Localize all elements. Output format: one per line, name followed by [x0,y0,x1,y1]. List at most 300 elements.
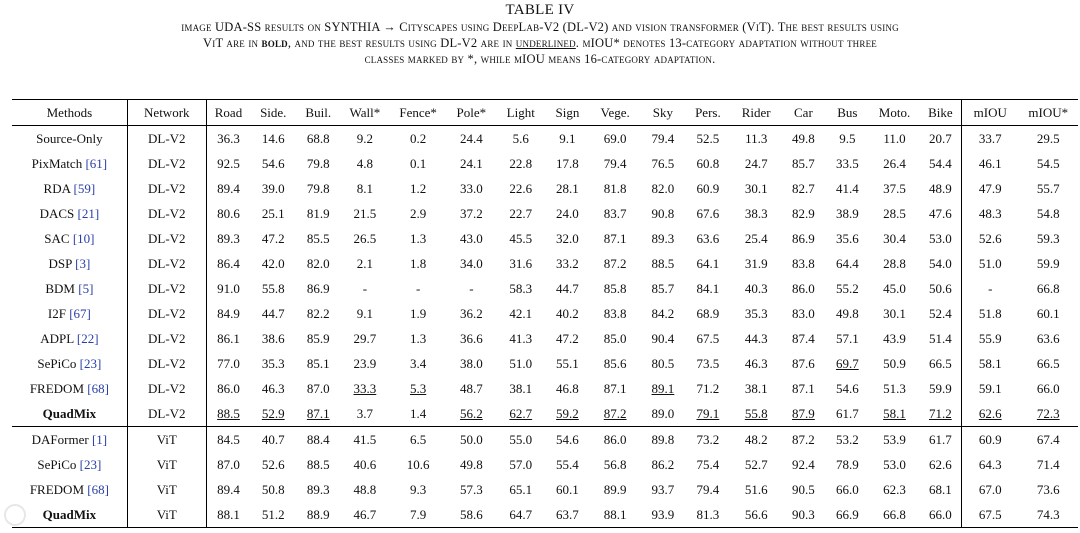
network-cell: ViT [127,452,206,477]
value-cell: 8.1 [356,181,374,196]
value-cell: 88.4 [306,432,330,447]
value-cell: 62.6 [978,406,1002,421]
value-cell: 61.7 [835,406,859,421]
method-cell [12,401,127,427]
table-row [12,477,1078,502]
value-cell: 28.8 [883,256,906,271]
value-cell: 64.3 [978,457,1002,472]
value-cell: 62.7 [509,406,533,421]
table-body [12,126,1078,528]
value-cell: 69.0 [603,131,627,146]
value-cell: 55.1 [556,356,579,371]
method-cell [12,326,127,351]
citation-link[interactable]: [68] [87,482,109,497]
value-cell: 83.8 [792,256,815,271]
value-cell: 46.3 [261,381,285,396]
value-cell: 51.8 [978,306,1002,321]
value-cell: 24.7 [744,156,768,171]
value-cell: 57.0 [509,457,533,472]
value-cell: 17.8 [556,156,579,171]
value-cell: 75.4 [696,457,720,472]
value-cell: 93.7 [651,482,675,497]
value-cell: 60.1 [556,482,579,497]
value-cell: 68.8 [306,131,330,146]
value-cell: 44.7 [261,306,285,321]
value-cell: 67.6 [696,206,720,221]
value-cell: 90.3 [792,507,815,522]
value-cell: 36.2 [459,306,483,321]
value-cell: 64.1 [696,256,720,271]
value-cell: 87.2 [603,406,627,421]
value-cell: 59.1 [978,381,1002,396]
value-cell: 46.3 [744,356,768,371]
value-cell: 1.3 [410,331,427,346]
value-cell: 52.6 [978,231,1002,246]
value-cell: 86.0 [792,281,815,296]
value-cell: 9.1 [559,131,576,146]
citation-link[interactable]: [67] [69,306,91,321]
results-table [12,99,1078,528]
value-cell: 59.9 [920,376,962,401]
method-cell [12,376,127,401]
citation-link[interactable]: [5] [78,281,94,296]
column-header: Side. [260,105,287,120]
value-cell: 50.0 [459,432,483,447]
value-cell: 88.5 [306,457,330,472]
value-cell: 54.5 [1036,156,1060,171]
value-cell: 31.6 [509,256,533,271]
value-cell: 69.7 [835,356,859,371]
value-cell: 1.9 [410,306,427,321]
value-cell: 89.1 [651,381,675,396]
value-cell: 67.4 [1036,432,1060,447]
value-cell: 90.4 [651,331,675,346]
value-cell: 51.0 [509,356,533,371]
value-cell: 81.8 [603,181,627,196]
value-cell: 39.0 [261,181,285,196]
value-cell: 71.4 [1036,457,1060,472]
value-cell: 3.7 [356,406,374,421]
value-cell: 84.2 [651,306,675,321]
method-cell [12,301,127,326]
value-cell: 35.6 [835,231,859,246]
value-cell: 22.6 [509,181,533,196]
value-cell: 3.4 [410,356,427,371]
caption-line-3: classes marked by *, while mIOU means 16-category adaptation. [364,52,716,66]
value-cell: 11.3 [745,131,768,146]
value-cell: 45.5 [509,231,533,246]
value-cell: 84.1 [696,281,720,296]
value-cell: - [469,281,474,296]
value-cell: 6.5 [410,432,427,447]
citation-link[interactable]: [61] [85,156,108,171]
value-cell: 54.4 [920,151,962,176]
value-cell: 35.3 [261,356,285,371]
value-cell: - [415,281,421,296]
method-name: SePiCo [37,457,77,472]
value-cell: 7.9 [410,507,427,522]
citation-link[interactable]: [68] [87,381,109,396]
value-cell: 79.8 [306,181,330,196]
value-cell: 62.6 [920,452,962,477]
value-cell: 54.6 [261,156,285,171]
value-cell: 86.9 [306,281,330,296]
value-cell: 43.0 [459,231,483,246]
table-row [12,126,1078,152]
network-cell: DL-V2 [127,176,206,201]
value-cell: 0.2 [410,131,427,146]
table-title: TABLE IV [505,2,575,18]
value-cell: 38.0 [459,356,483,371]
column-header: Vege. [600,105,630,120]
value-cell: 57.3 [459,482,483,497]
network-cell: DL-V2 [127,226,206,251]
column-header: Wall* [349,105,381,120]
table-row [12,276,1078,301]
value-cell: 55.9 [978,331,1002,346]
value-cell: 74.3 [1036,507,1060,522]
value-cell: 50.8 [261,482,285,497]
value-cell: 37.2 [459,206,483,221]
column-header: Buil. [305,105,332,120]
value-cell: 20.7 [920,126,962,152]
citation-link[interactable]: [10] [72,231,95,246]
value-cell: 55.2 [835,281,859,296]
value-cell: 9.5 [839,131,856,146]
value-cell: 85.6 [603,356,627,371]
value-cell: 60.1 [1036,306,1060,321]
citation-link[interactable]: [21] [77,206,100,221]
column-header: mIOU* [1028,105,1069,120]
value-cell: 33.5 [835,156,859,171]
value-cell: 23.9 [353,356,377,371]
value-cell: 22.7 [509,206,533,221]
citation-link[interactable]: [23] [79,356,102,371]
value-cell: 89.8 [651,432,675,447]
caption-line-1-text: image UDA-SS results on SYNTHIA → Cityscapes using DeepLab-V2 (DL-V2) and vision transformer (ViT). The best results using [181,20,899,34]
network-cell: ViT [127,427,206,453]
value-cell: 22.8 [509,156,533,171]
value-cell: 83.0 [792,306,815,321]
value-cell: 66.5 [920,351,962,376]
value-cell: 56.2 [459,406,483,421]
value-cell: 88.1 [603,507,627,522]
method-name: PixMatch [31,156,83,171]
value-cell: 29.5 [1036,131,1060,146]
value-cell: 81.9 [306,206,330,221]
value-cell: 56.8 [603,457,627,472]
value-cell: 91.0 [217,281,240,296]
value-cell: 1.3 [410,231,427,246]
value-cell: 87.0 [306,381,330,396]
value-cell: 79.1 [696,406,720,421]
value-cell: 66.5 [1036,356,1060,371]
citation-link[interactable]: [22] [76,331,99,346]
table-row [12,301,1078,326]
value-cell: 87.6 [792,356,815,371]
citation-link[interactable]: [23] [79,457,102,472]
column-header: Light [506,105,535,120]
method-cell [12,351,127,376]
value-cell: 89.4 [217,482,240,497]
value-cell: 38.1 [744,381,768,396]
value-cell: 53.0 [920,226,962,251]
value-cell: 83.8 [603,306,627,321]
value-cell: 1.2 [410,181,427,196]
value-cell: 63.7 [556,507,579,522]
value-cell: 87.1 [792,381,815,396]
value-cell: 66.0 [920,502,962,528]
column-header: mIOU [973,105,1007,120]
value-cell: 10.6 [406,457,430,472]
value-cell: 67.5 [978,507,1002,522]
column-header: Methods [12,100,127,126]
value-cell: 40.3 [744,281,768,296]
value-cell: 24.1 [459,156,483,171]
value-cell: 83.7 [603,206,627,221]
value-cell: 89.9 [603,482,627,497]
method-name: DSP [48,256,72,271]
value-cell: 55.8 [261,281,285,296]
column-header: Bus [837,105,858,120]
value-cell: 40.6 [353,457,377,472]
value-cell: 60.9 [978,432,1002,447]
value-cell: 55.0 [509,432,533,447]
value-cell: 9.3 [410,482,427,497]
value-cell: 85.8 [603,281,627,296]
value-cell: 86.0 [603,432,627,447]
value-cell: 25.1 [261,206,285,221]
value-cell: 85.0 [603,331,627,346]
value-cell: 49.8 [835,306,859,321]
value-cell: 78.9 [835,457,859,472]
value-cell: 68.9 [696,306,720,321]
value-cell: 52.4 [920,301,962,326]
value-cell: 60.9 [696,181,720,196]
value-cell: 85.9 [306,331,330,346]
table-row [12,351,1078,376]
value-cell: 71.2 [696,381,720,396]
value-cell: 30.1 [883,306,906,321]
value-cell: 40.2 [556,306,579,321]
value-cell: 60.8 [696,156,720,171]
value-cell: 55.4 [556,457,579,472]
value-cell: 62.3 [883,482,906,497]
value-cell: 54.8 [1036,206,1060,221]
network-cell: DL-V2 [127,126,206,152]
value-cell: 49.8 [459,457,483,472]
value-cell: 24.0 [556,206,579,221]
value-cell: 26.5 [353,231,377,246]
network-cell: DL-V2 [127,151,206,176]
value-cell: 42.0 [261,256,285,271]
value-cell: 85.7 [792,156,815,171]
value-cell: 76.5 [651,156,675,171]
value-cell: 66.9 [835,507,859,522]
value-cell: 2.1 [356,256,374,271]
value-cell: 57.1 [835,331,859,346]
method-cell [12,276,127,301]
value-cell: 5.3 [410,381,427,396]
value-cell: 63.6 [696,231,720,246]
table-row [12,176,1078,201]
network-cell: DL-V2 [127,301,206,326]
value-cell: 51.2 [261,507,285,522]
value-cell: 52.6 [261,457,285,472]
value-cell: 79.8 [306,156,330,171]
caption-bold-word: bold [261,36,288,50]
value-cell: 48.3 [978,206,1002,221]
value-cell: 87.1 [603,381,627,396]
value-cell: 73.2 [696,432,720,447]
value-cell: 43.9 [883,331,906,346]
value-cell: 84.5 [217,432,240,447]
value-cell: 54.6 [556,432,579,447]
value-cell: 89.3 [306,482,330,497]
method-name: Source-Only [36,131,103,146]
watermark [4,500,144,530]
column-header: Car [794,105,813,120]
value-cell: 56.6 [744,507,768,522]
value-cell: 82.7 [792,181,815,196]
value-cell: 11.0 [883,131,906,146]
value-cell: 86.2 [651,457,675,472]
caption-line-2 [0,35,1080,51]
method-cell [12,126,127,152]
value-cell: 47.6 [920,201,962,226]
value-cell: 35.3 [744,306,768,321]
network-cell: DL-V2 [127,376,206,401]
value-cell: 90.8 [651,206,675,221]
citation-link[interactable]: [1] [91,432,108,447]
value-cell: 81.3 [696,507,720,522]
value-cell: 67.0 [978,482,1002,497]
value-cell: 51.3 [883,381,906,396]
value-cell: - [988,281,993,296]
column-header: Network [127,100,206,126]
value-cell: 5.6 [512,131,529,146]
value-cell: 33.3 [353,381,377,396]
table-row [12,427,1078,453]
value-cell: 21.5 [353,206,377,221]
value-cell: 66.8 [1036,281,1060,296]
value-cell: 67.5 [696,331,720,346]
method-cell [12,151,127,176]
method-cell [12,176,127,201]
value-cell: 48.8 [353,482,377,497]
value-cell: 59.2 [556,406,579,421]
value-cell: 66.8 [883,507,906,522]
table-row [12,326,1078,351]
value-cell: 89.3 [217,231,240,246]
method-name: DACS [39,206,75,221]
network-cell: ViT [127,477,206,502]
method-name: QuadMix [42,406,97,421]
value-cell: 9.1 [356,306,374,321]
value-cell: 87.1 [306,406,330,421]
value-cell: 80.6 [217,206,240,221]
column-header: Sign [555,105,580,120]
value-cell: 33.7 [978,131,1002,146]
value-cell: 88.1 [217,507,240,522]
value-cell: 54.0 [920,251,962,276]
table-row [12,401,1078,427]
citation-link[interactable]: [59] [73,181,96,196]
value-cell: 51.4 [920,326,962,351]
network-cell: DL-V2 [127,351,206,376]
method-name: I2F [47,306,66,321]
value-cell: 55.7 [1036,181,1060,196]
value-cell: 80.5 [651,356,675,371]
value-cell: 85.5 [306,231,330,246]
value-cell: 42.1 [509,306,533,321]
value-cell: 82.2 [306,306,330,321]
column-header: Pers. [695,105,721,120]
value-cell: 28.5 [883,206,906,221]
value-cell: 54.6 [835,381,859,396]
value-cell: 0.1 [410,156,427,171]
caption-underlined-word: underlined [515,36,576,50]
caption-line-2-mid: , and the best results using DL-V2 are in [287,36,516,50]
method-cell [12,226,127,251]
value-cell: 53.9 [883,432,906,447]
value-cell: 82.0 [651,181,675,196]
value-cell: 87.0 [217,457,240,472]
value-cell: 33.0 [459,181,483,196]
value-cell: 50.9 [883,356,906,371]
value-cell: 26.4 [883,156,906,171]
value-cell: 87.4 [792,331,815,346]
value-cell: 1.8 [410,256,427,271]
value-cell: 86.0 [217,381,240,396]
value-cell: 86.1 [217,331,240,346]
value-cell: 58.1 [978,356,1002,371]
citation-link[interactable]: [3] [75,256,91,271]
value-cell: 87.9 [792,406,815,421]
value-cell: 32.0 [556,231,579,246]
column-header: Pole* [456,105,487,120]
value-cell: 88.5 [217,406,240,421]
value-cell: 51.6 [744,482,768,497]
value-cell: 72.3 [1036,406,1060,421]
value-cell: 85.7 [651,281,675,296]
method-name: BDM [45,281,75,296]
value-cell: 38.6 [261,331,285,346]
method-name: DAFormer [31,432,89,447]
value-cell: 4.8 [356,156,374,171]
value-cell: 64.4 [835,256,859,271]
method-name: RDA [43,181,71,196]
value-cell: 49.8 [792,131,815,146]
value-cell: 73.6 [1036,482,1060,497]
value-cell: 93.9 [651,507,675,522]
value-cell: 58.1 [883,406,906,421]
value-cell: 79.4 [651,131,675,146]
value-cell: 71.2 [920,401,962,427]
value-cell: 28.1 [556,181,579,196]
value-cell: 47.2 [556,331,579,346]
value-cell: 87.2 [603,256,627,271]
method-cell [12,251,127,276]
network-cell: ViT [127,502,206,528]
caption-line-2-post: . mIOU* denotes 13-category adaptation without three [575,36,877,50]
value-cell: 1.4 [410,406,427,421]
value-cell: 52.9 [261,406,285,421]
value-cell: 90.5 [792,482,815,497]
value-cell: 36.3 [217,131,240,146]
method-cell [12,477,127,502]
value-cell: 24.4 [459,131,483,146]
